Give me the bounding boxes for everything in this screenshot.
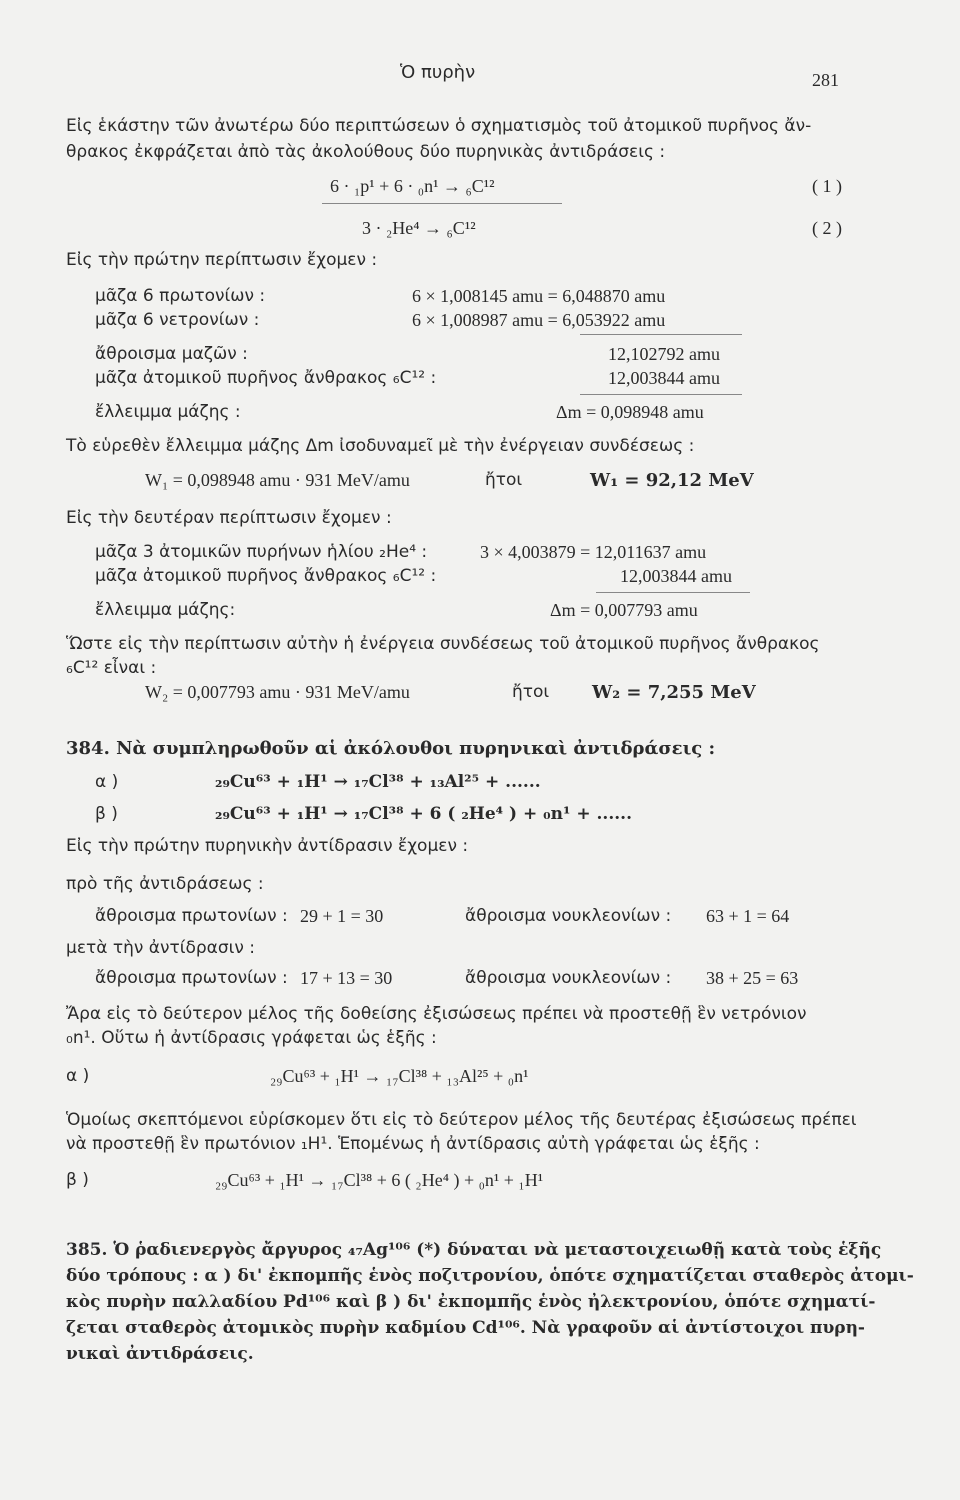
neutrons-label: μᾶζα 6 νετρονίων : (95, 310, 260, 330)
w2-calc: W₂ = 0,007793 amu · 931 MeV/amu (145, 682, 410, 702)
case2-conclusion-1: Ὥστε εἰς τὴν περίπτωσιν αὐτὴν ἡ ἐνέργεια συνδέσεως τοῦ ἀτομικοῦ πυρῆνος ἄνθρακος (66, 634, 820, 654)
ara-line-1: Ἄρα εἰς τὸ δεύτερον μέλος τῆς δοθείσης ἐξισώσεως πρέπει νὰ προστεθῇ ἓν νετρόνιον (66, 1004, 807, 1024)
difference-rule (596, 592, 750, 593)
problem-385-line-3: κὸς πυρὴν παλλαδίου Pd¹⁰⁶ καὶ β ) δι' ἐκπομπῆς ἑνὸς ἠλεκτρονίου, ὁπότε σχηματί- (66, 1292, 876, 1312)
problem-385-line-2: δύο τρόπους : α ) δι' ἐκπομπῆς ἑνὸς ποζιτρονίου, ὁπότε σχηματίζεται σταθερὸς ἀτομι- (66, 1266, 914, 1286)
running-header: Ὁ πυρὴν (400, 62, 476, 83)
intro-line-2: θρακος ἐκφράζεται ἀπὸ τὰς ἀκολούθους δύο πυρηνικὰς ἀντιδράσεις : (66, 142, 666, 162)
eq-b: ₂₉Cu⁶³ + ₁H¹ → ₁₇Cl³⁸ + 6 ( ₂He⁴ ) + ₀n¹ + ...... (215, 804, 633, 824)
equation-1-label: ( 1 ) (812, 176, 842, 196)
eq-a-final: ₂₉Cu⁶³ + ₁H¹ → ₁₇Cl³⁸ + ₁₃Al²⁵ + ₀n¹ (270, 1066, 529, 1086)
he-label: μᾶζα 3 ἀτομικῶν πυρήνων ἡλίου ₂He⁴ : (95, 542, 428, 562)
omoios-line-1: Ὁμοίως σκεπτόμενοι εὑρίσκομεν ὅτι εἰς τὸ δεύτερον μέλος τῆς δευτέρας ἐξισώσεως πρέπει (66, 1110, 857, 1130)
before-nucleons-label: ἄθροισμα νουκλεονίων : (465, 906, 672, 926)
case1-heading: Εἰς τὴν πρώτην περίπτωσιν ἔχομεν : (66, 250, 378, 270)
after-protons-label: ἄθροισμα πρωτονίων : (95, 968, 288, 988)
w1-calc: W₁ = 0,098948 amu · 931 MeV/amu (145, 470, 410, 490)
defect-label-1: ἔλλειμμα μάζης : (95, 402, 241, 422)
after-nucleons-label: ἄθροισμα νουκλεονίων : (465, 968, 672, 988)
carbon-label-1: μᾶζα ἀτομικοῦ πυρῆνος ἄνθρακος ₆C¹² : (95, 368, 437, 388)
sum-rule-1 (580, 334, 742, 335)
equation-2-label: ( 2 ) (812, 218, 842, 238)
eq-a-label: α ) (95, 772, 119, 792)
defect-value-1: Δm = 0,098948 amu (556, 402, 704, 422)
equation-1: 6 · ₁p¹ + 6 · ₀n¹ → ₆C¹² (330, 176, 495, 196)
problem-384-heading: 384. Νὰ συμπληρωθοῦν αἱ ἀκόλουθοι πυρηνικαὶ ἀντιδράσεις : (66, 738, 716, 759)
case2-heading: Εἰς τὴν δευτέραν περίπτωσιν ἔχομεν : (66, 508, 392, 528)
problem-385-line-4: ζεται σταθερὸς ἀτομικὸς πυρὴν καδμίου Cd¹⁰⁶. Νὰ γραφοῦν αἱ ἀντίστοιχοι πυρη- (66, 1318, 865, 1338)
sum-rule-2 (580, 394, 742, 395)
protons-label: μᾶζα 6 πρωτονίων : (95, 286, 266, 306)
sum-label: ἄθροισμα μαζῶν : (95, 344, 248, 364)
w2-itoi: ἤτοι (512, 682, 550, 702)
ara-line-2: ₀n¹. Οὕτω ἡ ἀντίδρασις γράφεται ὡς ἑξῆς : (66, 1028, 437, 1048)
after-protons-value: 17 + 13 = 30 (300, 968, 393, 988)
he-calc: 3 × 4,003879 = 12,011637 amu (480, 542, 707, 562)
case2-conclusion-2: ₆C¹² εἶναι : (66, 658, 157, 678)
equation-2: 3 · ₂He⁴ → ₆C¹² (362, 218, 476, 238)
omoios-line-2: νὰ προστεθῇ ἓν πρωτόνιον ₁H¹. Ἑπομένως ἡ ἀντίδρασις αὐτὴ γράφεται ὡς ἑξῆς : (66, 1134, 760, 1154)
problem-385-line-5: νικαὶ ἀντιδράσεις. (66, 1344, 254, 1364)
after-nucleons-value: 38 + 25 = 63 (706, 968, 799, 988)
w1-result: W₁ = 92,12 MeV (590, 470, 754, 491)
equation-rule (322, 203, 562, 204)
eq-b-final: ₂₉Cu⁶³ + ₁H¹ → ₁₇Cl³⁸ + 6 ( ₂He⁴ ) + ₀n¹ + ₁H¹ (215, 1170, 544, 1190)
carbon-label-2: μᾶζα ἀτομικοῦ πυρῆνος ἄνθρακος ₆C¹² : (95, 566, 437, 586)
eq-b-label: β ) (95, 804, 118, 824)
eq-a: ₂₉Cu⁶³ + ₁H¹ → ₁₇Cl³⁸ + ₁₃Al²⁵ + ...... (215, 772, 541, 792)
eq-a-final-label: α ) (66, 1066, 90, 1086)
before-reaction: πρὸ τῆς ἀντιδράσεως : (66, 874, 264, 894)
carbon-value-1: 12,003844 amu (608, 368, 720, 388)
neutrons-calc: 6 × 1,008987 amu = 6,053922 amu (412, 310, 666, 330)
before-nucleons-value: 63 + 1 = 64 (706, 906, 790, 926)
intro-line-1: Εἰς ἑκάστην τῶν ἀνωτέρω δύο περιπτώσεων ὁ σχηματισμὸς τοῦ ἀτομικοῦ πυρῆνος ἄν- (66, 116, 812, 136)
protons-calc: 6 × 1,008145 amu = 6,048870 amu (412, 286, 666, 306)
eq-b-final-label: β ) (66, 1170, 89, 1190)
carbon-value-2: 12,003844 amu (620, 566, 732, 586)
defect-value-2: Δm = 0,007793 amu (550, 600, 698, 620)
defect-label-2: ἔλλειμμα μάζης: (95, 600, 236, 620)
energy-text: Τὸ εὑρεθὲν ἔλλειμμα μάζης Δm ἰσοδυναμεῖ μὲ τὴν ἐνέργειαν συνδέσεως : (66, 436, 695, 456)
after-reaction: μετὰ τὴν ἀντίδρασιν : (66, 938, 256, 958)
before-protons-label: ἄθροισμα πρωτονίων : (95, 906, 288, 926)
problem-385-line-1: 385. Ὁ ῥαδιενεργὸς ἄργυρος ₄₇Ag¹⁰⁶ (*) δύναται νὰ μεταστοιχειωθῇ κατὰ τοὺς ἑξῆς (66, 1240, 882, 1260)
w1-itoi: ἤτοι (485, 470, 523, 490)
first-reaction-text: Εἰς τὴν πρώτην πυρηνικὴν ἀντίδρασιν ἔχομεν : (66, 836, 469, 856)
sum-value: 12,102792 amu (608, 344, 720, 364)
before-protons-value: 29 + 1 = 30 (300, 906, 384, 926)
page-number: 281 (812, 70, 839, 90)
w2-result: W₂ = 7,255 MeV (592, 682, 756, 703)
